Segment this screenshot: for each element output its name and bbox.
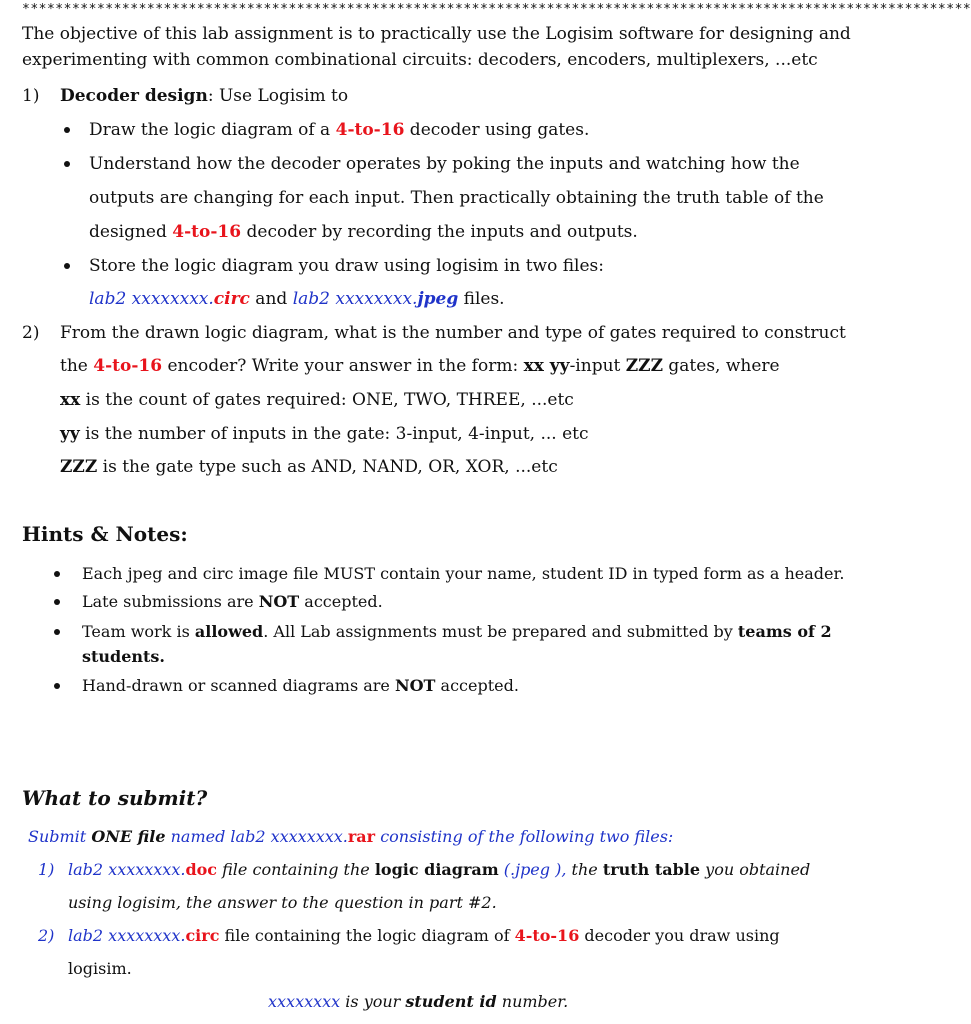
blue-text: jpeg <box>417 289 459 309</box>
red-text: 4-to-16 <box>335 120 405 140</box>
blue-text: lab2 xxxxxxxx. <box>89 289 214 309</box>
text: is the number of inputs in the gate: 3-input, 4-input, ... etc <box>79 424 589 444</box>
text: file containing the logic diagram of <box>219 926 515 945</box>
text: the <box>566 860 603 879</box>
s1-bullet-3-line-1: Store the logic diagram you draw using logisim in two files: <box>89 256 604 276</box>
s1-bullet-3-files <box>89 289 505 309</box>
bold-text: ONE file <box>91 827 166 846</box>
bold-text: ZZZ <box>60 457 98 477</box>
text: Late submissions are <box>82 592 259 611</box>
bullet-icon <box>64 161 70 167</box>
bullet-icon <box>54 571 60 577</box>
text: Draw the logic diagram of a <box>89 120 336 140</box>
text: is the count of gates required: ONE, TWO, THREE, ...etc <box>80 390 574 410</box>
hint-4 <box>82 676 519 695</box>
s2-line-1: From the drawn logic diagram, what is the number and type of gates required to construct <box>60 323 846 343</box>
s1-bullet-2-line-2: outputs are changing for each input. Then practically obtaining the truth table of the <box>89 188 824 208</box>
text: designed <box>89 222 173 242</box>
submit-item-2-number: 2) <box>38 926 55 945</box>
bold-text: xx <box>523 356 544 376</box>
text: -input <box>569 356 626 376</box>
section-1-title: Decoder design <box>60 86 208 106</box>
hint-3-line-1 <box>82 622 832 641</box>
hint-2 <box>82 592 383 611</box>
bold-text: teams of 2 <box>737 622 832 641</box>
s1-bullet-2-line-3 <box>89 222 638 242</box>
text: Hand-drawn or scanned diagrams are <box>82 676 395 695</box>
section-1-title-rest: : Use Logisim to <box>207 86 349 106</box>
bold-text: allowed <box>194 622 264 641</box>
s1-bullet-1 <box>89 120 589 140</box>
bold-text: logic diagram <box>374 860 499 879</box>
bold-text: truth table <box>602 860 701 879</box>
s2-line-3 <box>60 390 574 410</box>
section-1-number: 1) <box>22 86 40 106</box>
bold-text: NOT <box>394 676 436 695</box>
bold-text: xx <box>60 390 81 410</box>
text: the <box>60 356 94 376</box>
red-text: circ <box>185 926 220 945</box>
text: is the gate type such as AND, NAND, OR, XOR, ...etc <box>97 457 558 477</box>
red-text: circ <box>213 289 250 309</box>
intro-line-2: experimenting with common combinational circuits: decoders, encoders, multiplexers, ...etc <box>22 50 818 70</box>
blue-text: lab2 xxxxxxxx. <box>292 289 418 309</box>
submit-item-1-number: 1) <box>38 860 55 879</box>
bullet-icon <box>54 629 60 635</box>
bold-text: yy <box>543 356 570 376</box>
blue-text: lab2 xxxxxxxx. <box>68 926 186 945</box>
section-2-number: 2) <box>22 323 40 343</box>
submit-item-2-line-1 <box>68 926 780 945</box>
red-text: 4-to-16 <box>514 926 580 945</box>
text: accepted. <box>299 592 383 611</box>
s2-line-2 <box>60 356 780 376</box>
text: decoder using gates. <box>404 120 590 140</box>
student-id-footnote <box>268 992 568 1011</box>
bullet-icon <box>64 127 70 133</box>
bold-text: NOT <box>258 592 300 611</box>
text: accepted. <box>435 676 519 695</box>
blue-text: consisting of the following two files: <box>375 827 674 846</box>
submit-intro <box>28 827 673 846</box>
submit-item-2-line-2: logisim. <box>68 959 132 978</box>
section-1-heading <box>60 86 348 106</box>
bold-text: student id <box>405 992 497 1011</box>
red-text: rar <box>347 827 376 846</box>
text: files. <box>458 289 505 309</box>
intro-line-1: The objective of this lab assignment is to practically use the Logisim software for designing and <box>22 24 851 44</box>
text: decoder you draw using <box>579 926 780 945</box>
red-text: doc <box>185 860 218 879</box>
blue-text: Submit <box>28 827 92 846</box>
submit-heading: What to submit? <box>22 786 208 810</box>
red-text: 4-to-16 <box>172 222 242 242</box>
hints-heading: Hints & Notes: <box>22 522 188 546</box>
hint-1: Each jpeg and circ image file MUST contain your name, student ID in typed form as a header. <box>82 564 845 583</box>
star-divider: ****************************************************************************************************************** <box>22 2 971 17</box>
text: is your <box>340 992 406 1011</box>
bold-text: ZZZ <box>625 356 663 376</box>
submit-item-1-line-2: using logisim, the answer to the question in part #2. <box>68 893 497 912</box>
text: you obtained <box>700 860 811 879</box>
text: number. <box>496 992 569 1011</box>
bullet-icon <box>54 599 60 605</box>
red-text: 4-to-16 <box>93 356 163 376</box>
text: Team work is <box>82 622 195 641</box>
bold-text: yy <box>60 424 80 444</box>
blue-text: named lab2 xxxxxxxx. <box>165 827 348 846</box>
blue-text: (.jpeg ), <box>498 860 567 879</box>
text: decoder by recording the inputs and outputs. <box>241 222 638 242</box>
bullet-icon <box>54 683 60 689</box>
hint-3-line-2: students. <box>82 647 165 666</box>
text: and <box>249 289 293 309</box>
blue-text: xxxxxxxx <box>268 992 341 1011</box>
submit-item-1-line-1 <box>68 860 810 879</box>
s2-line-4 <box>60 424 589 444</box>
s1-bullet-2-line-1: Understand how the decoder operates by poking the inputs and watching how the <box>89 154 800 174</box>
blue-text: lab2 xxxxxxxx. <box>68 860 186 879</box>
s2-line-5 <box>60 457 558 477</box>
text: gates, where <box>663 356 780 376</box>
text: encoder? Write your answer in the form: <box>162 356 524 376</box>
text: . All Lab assignments must be prepared and submitted by <box>263 622 738 641</box>
bullet-icon <box>64 263 70 269</box>
text: file containing the <box>217 860 375 879</box>
